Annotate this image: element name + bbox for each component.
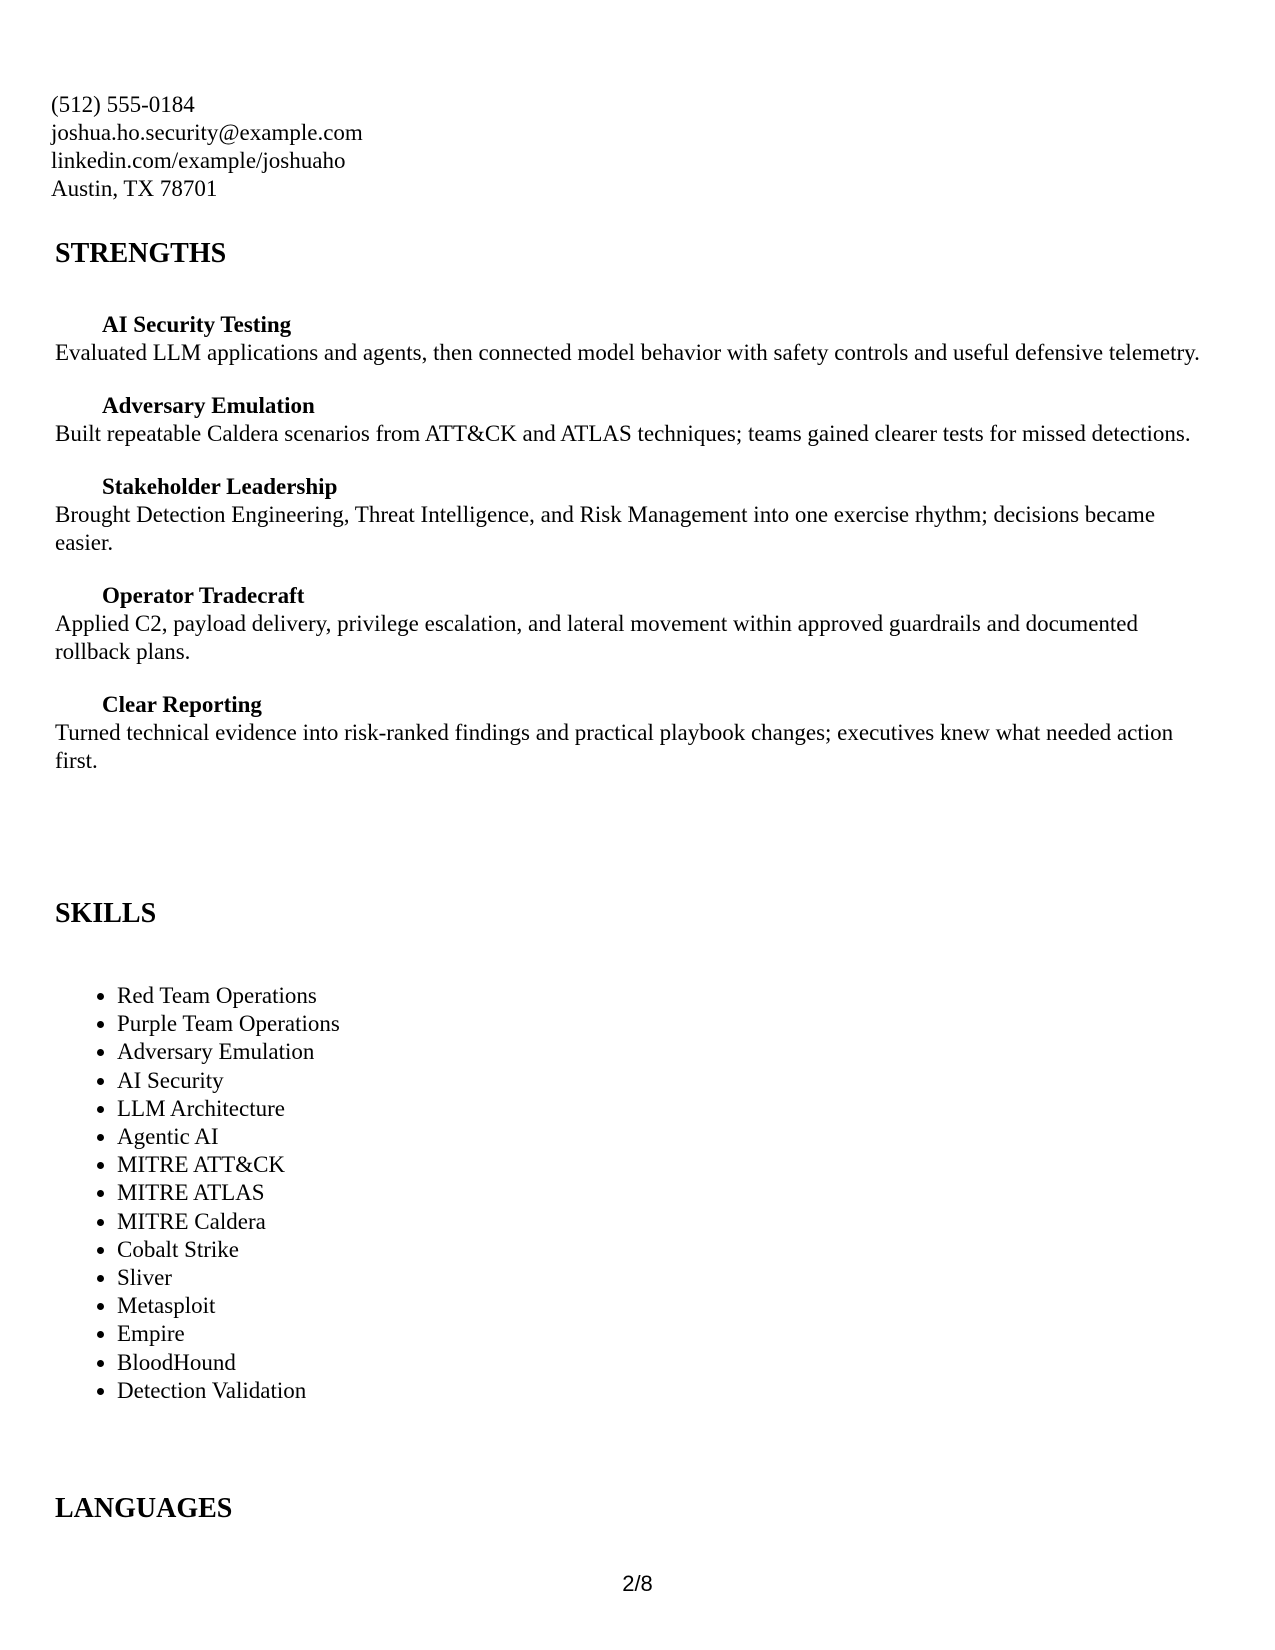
strengths-heading: STRENGTHS	[55, 238, 227, 269]
strength-description: Evaluated LLM applications and agents, then connected model behavior with safety controls and useful defensive telemetry.	[55, 340, 1200, 365]
skills-list	[55, 982, 340, 1405]
skill-item: • MITRE ATLAS	[117, 1179, 340, 1207]
strength-title: AI Security Testing	[102, 312, 292, 337]
skill-item: • BloodHound	[117, 1349, 340, 1377]
skill-item: • Detection Validation	[117, 1377, 340, 1405]
strength-title: Stakeholder Leadership	[102, 474, 338, 499]
strength-item	[55, 582, 1215, 666]
skill-item: • Red Team Operations	[117, 982, 340, 1010]
skill-item: • Metasploit	[117, 1292, 340, 1320]
strength-item	[55, 311, 1215, 367]
strength-description: Built repeatable Caldera scenarios from ATT&CK and ATLAS techniques; teams gained clearer tests for missed detections.	[55, 421, 1191, 446]
contact-location: Austin, TX 78701	[51, 176, 218, 201]
strength-description: Brought Detection Engineering, Threat Intelligence, and Risk Management into one exercise rhythm; decisions became easier.	[55, 502, 1156, 555]
skill-item: • LLM Architecture	[117, 1095, 340, 1123]
contact-block	[51, 91, 363, 203]
skills-heading: SKILLS	[55, 898, 157, 929]
strength-description: Turned technical evidence into risk-ranked findings and practical playbook changes; executives knew what needed action first.	[55, 720, 1174, 773]
strength-item	[55, 392, 1215, 448]
skill-item: • Agentic AI	[117, 1123, 340, 1151]
skill-item: • AI Security	[117, 1067, 340, 1095]
strength-title: Clear Reporting	[102, 692, 262, 717]
strength-item	[55, 473, 1215, 557]
strength-title: Operator Tradecraft	[102, 583, 305, 608]
skill-item: • Purple Team Operations	[117, 1010, 340, 1038]
skill-item: • MITRE ATT&CK	[117, 1151, 340, 1179]
strength-item	[55, 691, 1215, 775]
skill-item: • Sliver	[117, 1264, 340, 1292]
skill-item: • Cobalt Strike	[117, 1236, 340, 1264]
skill-item: • Empire	[117, 1320, 340, 1348]
contact-phone: (512) 555-0184	[51, 92, 195, 117]
strength-title: Adversary Emulation	[102, 393, 315, 418]
contact-linkedin: linkedin.com/example/joshuaho	[51, 148, 346, 173]
languages-heading: LANGUAGES	[55, 1493, 233, 1524]
skill-item: • Adversary Emulation	[117, 1038, 340, 1066]
skill-item: • MITRE Caldera	[117, 1208, 340, 1236]
strength-description: Applied C2, payload delivery, privilege escalation, and lateral movement within approved guardrails and documented rollback plans.	[55, 611, 1138, 664]
page-number: 2/8	[622, 1571, 653, 1596]
strengths-list	[55, 311, 1215, 800]
contact-email: joshua.ho.security@example.com	[51, 120, 363, 145]
